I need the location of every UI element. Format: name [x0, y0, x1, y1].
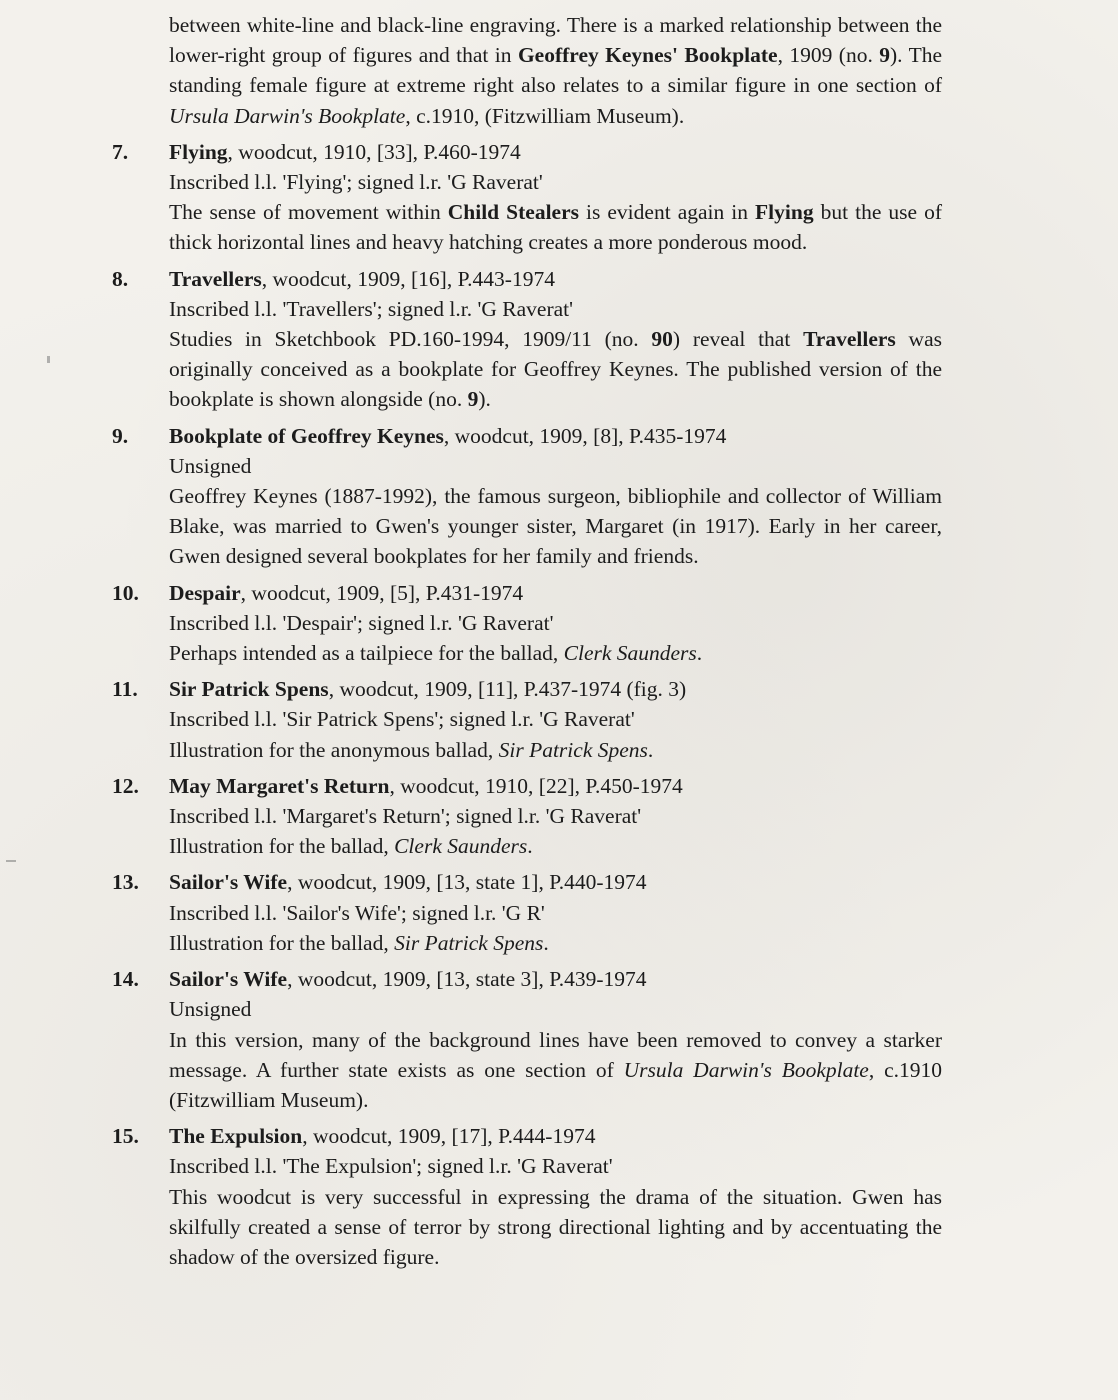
entry-title: Bookplate of Geoffrey Keynes	[169, 423, 444, 448]
entry-title: Sir Patrick Spens	[169, 677, 329, 702]
entry-description	[169, 481, 942, 572]
entry-inscription: Unsigned	[169, 997, 252, 1022]
entry-heading	[169, 264, 942, 294]
intro-paragraph	[169, 10, 942, 131]
desc-text: .	[527, 834, 533, 859]
entry-meta: , woodcut, 1910, [33], P.460-1974	[227, 139, 521, 164]
entry-number: 8.	[112, 266, 129, 291]
entry-title: Travellers	[169, 266, 262, 291]
desc-text: In this version, many of the background lines have been removed to convey a starker message. A further state exists as one section of	[169, 1027, 942, 1082]
desc-bold: 9	[467, 387, 479, 412]
desc-text: Geoffrey Keynes (1887-1992), the famous surgeon, bibliophile and collector of William Blake, was married to Gwen's younger sister, Margaret (in 1917). Early in her career, Gwen designed several bookplates for her family and friends.	[169, 484, 942, 569]
entry-inscription: Inscribed l.l. 'Sailor's Wife'; signed l.r. 'G R'	[169, 900, 545, 925]
entry-description	[169, 324, 942, 415]
entry-number: 14.	[112, 967, 139, 992]
desc-bold: Travellers	[803, 327, 896, 352]
intro-text: ). The standing female figure at extreme right also relates to a similar figure in one section of	[169, 43, 942, 98]
entry-title: The Expulsion	[169, 1124, 303, 1149]
desc-bold: Child Stealers	[447, 200, 579, 225]
entry-8	[112, 264, 942, 415]
entry-heading	[169, 771, 942, 801]
desc-text: .	[696, 641, 703, 666]
entry-7	[112, 137, 942, 258]
entry-heading	[169, 1121, 942, 1151]
entry-number: 13.	[112, 870, 139, 895]
entry-10	[112, 578, 942, 669]
entry-meta: , woodcut, 1909, [8], P.435-1974	[443, 423, 727, 448]
entry-12	[112, 771, 942, 862]
desc-text: .	[543, 930, 549, 955]
entry-inscription: Unsigned	[169, 453, 252, 478]
desc-italic: Sir Patrick Spens	[394, 930, 544, 955]
entry-inscription: Inscribed l.l. 'Sir Patrick Spens'; signed l.r. 'G Raverat'	[169, 707, 635, 732]
entry-meta: , woodcut, 1909, [11], P.437-1974 (fig. 3)	[328, 677, 687, 702]
entry-number: 15.	[112, 1124, 139, 1149]
entry-meta: , woodcut, 1909, [17], P.444-1974	[302, 1124, 596, 1149]
desc-text: This woodcut is very successful in expressing the drama of the situation. Gwen has skilfully created a sense of terror by strong directional lighting and by accentuating the shadow of the oversized figure.	[169, 1184, 942, 1269]
entry-heading	[169, 421, 942, 451]
entry-heading	[169, 867, 942, 897]
entry-description	[169, 638, 942, 668]
entry-heading	[169, 674, 942, 704]
desc-bold: 90	[651, 327, 673, 352]
entry-title: May Margaret's Return	[169, 773, 390, 798]
desc-text: is evident again in	[579, 200, 756, 225]
entry-number: 7.	[112, 139, 129, 164]
desc-italic: Sir Patrick Spens	[498, 737, 648, 762]
catalogue-text	[112, 10, 942, 1272]
entry-description	[169, 928, 942, 958]
desc-text: Illustration for the ballad,	[169, 930, 395, 955]
entry-description	[169, 831, 942, 861]
intro-title-italic: Ursula Darwin's Bookplate	[169, 103, 406, 128]
desc-italic: Clerk Saunders	[394, 834, 528, 859]
entry-number: 12.	[112, 773, 139, 798]
entry-13	[112, 867, 942, 958]
intro-text: between white-line and black-line engraving. There is a marked relationship between the lower-right group of figures and that in	[169, 13, 942, 68]
desc-text: but the use of thick horizontal lines and heavy hatching creates a more ponderous mood.	[169, 200, 943, 255]
entry-description	[169, 1025, 942, 1116]
entry-inscription: Inscribed l.l. 'Travellers'; signed l.r. 'G Raverat'	[169, 296, 574, 321]
entry-meta: , woodcut, 1909, [5], P.431-1974	[240, 580, 524, 605]
desc-text: ) reveal that	[672, 327, 804, 352]
desc-bold: Flying	[755, 200, 814, 225]
desc-text: Illustration for the ballad,	[169, 834, 395, 859]
entry-inscription: Inscribed l.l. 'The Expulsion'; signed l.r. 'G Raverat'	[169, 1154, 613, 1179]
entry-title: Despair	[169, 580, 241, 605]
entry-heading	[169, 964, 942, 994]
entry-title: Sailor's Wife	[169, 967, 288, 992]
entry-9	[112, 421, 942, 572]
margin-mark	[6, 860, 16, 862]
entry-number: 9.	[112, 423, 129, 448]
entry-description	[169, 735, 942, 765]
intro-text: , c.1910, (Fitzwilliam Museum).	[405, 103, 685, 128]
entry-meta: , woodcut, 1910, [22], P.450-1974	[389, 773, 683, 798]
entry-number: 10.	[112, 580, 139, 605]
entry-description	[169, 197, 942, 257]
desc-text: Studies in Sketchbook PD.160-1994, 1909/11 (no.	[169, 327, 652, 352]
intro-number-ref: 9	[879, 43, 891, 68]
desc-text: ).	[478, 387, 491, 412]
entry-title: Flying	[169, 139, 228, 164]
entry-number: 11.	[112, 677, 138, 702]
intro-title-ref: Geoffrey Keynes' Bookplate	[517, 43, 778, 68]
desc-italic: Ursula Darwin's Bookplate	[623, 1057, 869, 1082]
desc-text: Perhaps intended as a tailpiece for the ballad,	[169, 641, 564, 666]
entry-inscription: Inscribed l.l. 'Margaret's Return'; signed l.r. 'G Raverat'	[169, 804, 642, 829]
entry-description	[169, 1182, 942, 1273]
entry-meta: , woodcut, 1909, [13, state 1], P.440-1974	[287, 870, 647, 895]
entry-heading	[169, 578, 942, 608]
entry-inscription: Inscribed l.l. 'Flying'; signed l.r. 'G Raverat'	[169, 170, 543, 195]
entry-heading	[169, 137, 942, 167]
margin-mark	[47, 356, 50, 363]
entry-15	[112, 1121, 942, 1272]
desc-text: Illustration for the anonymous ballad,	[169, 737, 499, 762]
entry-title: Sailor's Wife	[169, 870, 288, 895]
desc-text: .	[647, 737, 654, 762]
intro-text: , 1909 (no.	[777, 43, 880, 68]
entry-14	[112, 964, 942, 1115]
desc-text: , c.1910 (Fitzwilliam Museum).	[169, 1057, 942, 1112]
desc-text: was originally conceived as a bookplate for Geoffrey Keynes. The published version of the bookplate is shown alongside (no.	[169, 327, 942, 412]
entry-meta: , woodcut, 1909, [16], P.443-1974	[261, 266, 555, 291]
desc-text: The sense of movement within	[169, 200, 448, 225]
desc-italic: Clerk Saunders	[563, 641, 697, 666]
entry-meta: , woodcut, 1909, [13, state 3], P.439-1974	[287, 967, 647, 992]
entry-inscription: Inscribed l.l. 'Despair'; signed l.r. 'G Raverat'	[169, 610, 554, 635]
entry-11	[112, 674, 942, 765]
